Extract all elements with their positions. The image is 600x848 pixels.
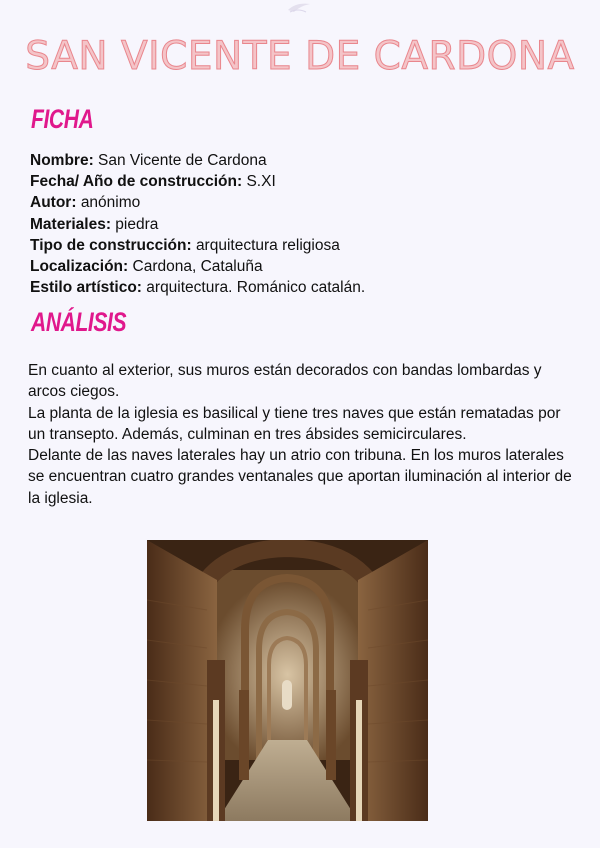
ficha-label: Fecha/ Año de construcción: xyxy=(30,173,243,191)
ficha-value: S.XI xyxy=(246,173,276,191)
ficha-value: arquitectura religiosa xyxy=(195,236,340,254)
ficha-value: anónimo xyxy=(80,194,141,212)
ficha-item-tipo xyxy=(30,235,365,256)
ficha-item-fecha xyxy=(30,171,365,192)
ficha-list xyxy=(30,150,365,298)
analisis-paragraph: Delante de las naves laterales hay un atrio con tribuna. En los muros laterales se encuentran cuatro grandes ventanales que aportan iluminación al interior de la iglesia. xyxy=(28,447,572,507)
ficha-value: piedra xyxy=(115,215,159,233)
ficha-item-estilo xyxy=(30,277,365,298)
ficha-label: Nombre: xyxy=(30,152,94,169)
ficha-item-materiales xyxy=(30,214,365,235)
church-interior-photo xyxy=(147,540,428,821)
analisis-text xyxy=(28,360,576,509)
leaf-ornament-icon xyxy=(284,0,314,14)
ficha-value: arquitectura. Románico catalán. xyxy=(146,279,366,297)
ficha-label: Materiales: xyxy=(30,215,111,233)
ficha-label: Autor: xyxy=(30,194,77,212)
analisis-paragraph: En cuanto al exterior, sus muros están decorados con bandas lombardas y arcos ciegos. xyxy=(28,362,542,401)
ficha-label: Tipo de construcción: xyxy=(30,236,192,254)
ficha-heading: FICHA xyxy=(31,104,94,134)
ficha-value: San Vicente de Cardona xyxy=(98,152,267,169)
ficha-item-autor xyxy=(30,192,365,213)
ficha-item-nombre xyxy=(30,150,365,171)
ficha-item-localizacion xyxy=(30,256,365,277)
ficha-label: Localización: xyxy=(30,258,129,276)
analisis-paragraph: La planta de la iglesia es basilical y tiene tres naves que están rematadas por un transepto. Además, culminan en tres ábsides semicirculares. xyxy=(28,404,561,443)
ficha-value: Cardona, Cataluña xyxy=(132,258,263,276)
page-title: SAN VICENTE DE CARDONA xyxy=(25,34,575,79)
ficha-label: Estilo artístico: xyxy=(30,279,142,297)
analisis-heading: ANÁLISIS xyxy=(31,307,127,337)
